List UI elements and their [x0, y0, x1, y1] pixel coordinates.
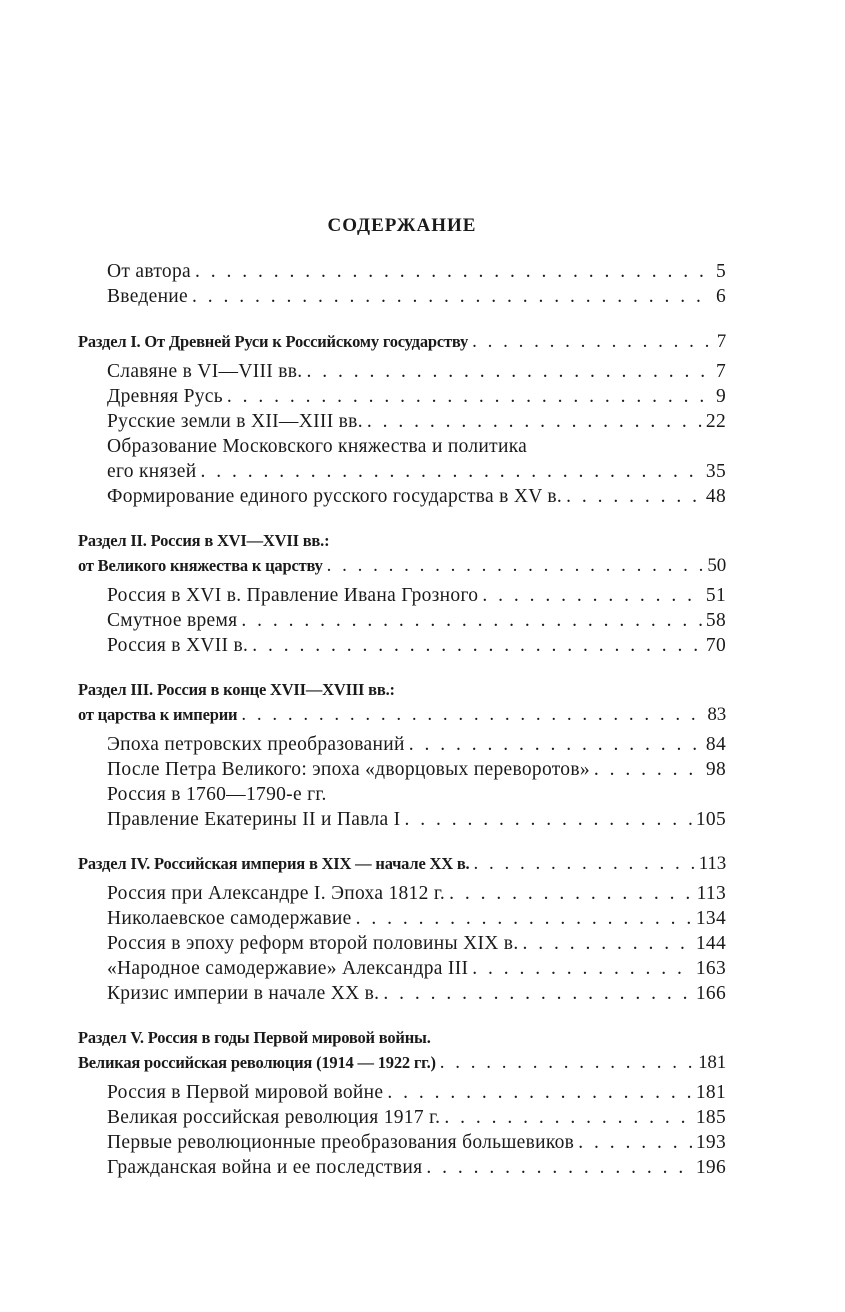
leader-dots	[195, 259, 712, 284]
toc-entry-text: Славяне в VI—VIII вв.	[107, 361, 303, 382]
toc-entry[interactable]	[78, 284, 726, 309]
spacer	[78, 1006, 726, 1025]
toc-entry[interactable]	[78, 807, 726, 832]
page-number: 48	[705, 486, 726, 507]
section-heading-text: от царства к империи	[78, 705, 238, 724]
leader-dots	[241, 702, 703, 727]
section-heading-text: Раздел V. Россия в годы Первой мировой войны.	[78, 1028, 431, 1047]
toc-entry-text: Россия в эпоху реформ второй половины XIX в.	[107, 933, 519, 954]
section-heading	[78, 677, 726, 702]
section-heading-text: Раздел IV. Российская империя в XIX — начале XX в.	[78, 854, 470, 873]
toc-entry[interactable]	[78, 1130, 726, 1155]
leader-dots	[444, 1105, 692, 1130]
toc-entry-text: Кризис империи в начале XX в.	[107, 983, 380, 1004]
section-heading-text: Раздел II. Россия в XVI—XVII вв.:	[78, 531, 330, 550]
section-heading[interactable]	[78, 702, 726, 727]
spacer	[78, 309, 726, 329]
toc-entry	[78, 782, 726, 807]
page-number: 105	[695, 809, 726, 830]
toc-entry-text: Правление Екатерины II и Павла I	[107, 809, 401, 830]
section-heading-text: от Великого княжества к царству	[78, 556, 323, 575]
section-heading[interactable]	[78, 329, 726, 354]
toc-entry[interactable]	[78, 484, 726, 509]
page-number: 134	[695, 908, 726, 929]
section-heading-text: Раздел III. Россия в конце XVII—XVIII вв.:	[78, 680, 395, 699]
toc-entry-text: Введение	[107, 286, 188, 307]
toc-entry[interactable]	[78, 1155, 726, 1180]
spacer	[78, 509, 726, 528]
toc-entry[interactable]	[78, 1105, 726, 1130]
page-number: 51	[705, 585, 726, 606]
toc-entry-text: Россия в 1760—1790-е гг.	[107, 784, 327, 805]
toc-entry-text: Россия в Первой мировой войне	[107, 1082, 384, 1103]
toc-body	[78, 259, 726, 1180]
page-number: 58	[705, 610, 726, 631]
leader-dots	[367, 409, 702, 434]
toc-entry-text: Русские земли в XII—XIII вв.	[107, 411, 363, 432]
toc-entry[interactable]	[78, 259, 726, 284]
toc-entry[interactable]	[78, 359, 726, 384]
toc-entry[interactable]	[78, 931, 726, 956]
toc-entry-text: Николаевское самодержавие	[107, 908, 352, 929]
page-number: 144	[695, 933, 726, 954]
toc-entry-text: «Народное самодержавие» Александра III	[107, 958, 469, 979]
toc-entry-text: После Петра Великого: эпоха «дворцовых переворотов»	[107, 759, 590, 780]
leader-dots	[241, 608, 701, 633]
toc-entry[interactable]	[78, 409, 726, 434]
toc-entry[interactable]	[78, 1080, 726, 1105]
toc-entry-text: Формирование единого русского государства в XV в.	[107, 486, 563, 507]
page-number: 181	[695, 1082, 726, 1103]
leader-dots	[566, 484, 702, 509]
spacer	[78, 832, 726, 851]
toc-entry-text: Эпоха петровских преобразований	[107, 734, 405, 755]
leader-dots	[200, 459, 701, 484]
toc-entry[interactable]	[78, 757, 726, 782]
toc-entry-text: От автора	[107, 261, 191, 282]
toc-entry-text: Великая российская революция 1917 г.	[107, 1107, 441, 1128]
page-number: 7	[716, 331, 726, 352]
page-number: 9	[715, 386, 726, 407]
leader-dots	[426, 1155, 691, 1180]
page-number: 7	[715, 361, 726, 382]
section-heading	[78, 528, 726, 553]
toc-entry[interactable]	[78, 633, 726, 658]
page-number: 163	[695, 958, 726, 979]
toc-entry[interactable]	[78, 906, 726, 931]
page-number: 84	[705, 734, 726, 755]
toc-entry[interactable]	[78, 384, 726, 409]
toc-entry-text: его князей	[107, 461, 197, 482]
leader-dots	[449, 881, 692, 906]
page-number: 83	[707, 704, 726, 725]
page-number: 22	[705, 411, 726, 432]
leader-dots	[404, 807, 691, 832]
page-number: 50	[707, 555, 726, 576]
leader-dots	[472, 329, 713, 354]
toc-entry-text: Гражданская война и ее последствия	[107, 1157, 423, 1178]
page-number: 166	[695, 983, 726, 1004]
toc-entry-text: Первые революционные преобразования большевиков	[107, 1132, 575, 1153]
toc-entry	[78, 434, 726, 459]
section-heading[interactable]	[78, 851, 726, 876]
leader-dots	[383, 981, 692, 1006]
toc-entry[interactable]	[78, 608, 726, 633]
spacer	[78, 658, 726, 677]
section-heading[interactable]	[78, 1050, 726, 1075]
page-number: 181	[698, 1052, 726, 1073]
leader-dots	[409, 732, 702, 757]
section-heading[interactable]	[78, 553, 726, 578]
leader-dots	[306, 359, 711, 384]
leader-dots	[327, 553, 704, 578]
toc-entry[interactable]	[78, 956, 726, 981]
page-number: 185	[695, 1107, 726, 1128]
leader-dots	[192, 284, 712, 309]
leader-dots	[578, 1130, 692, 1155]
leader-dots	[356, 906, 692, 931]
toc-entry-text: Смутное время	[107, 610, 238, 631]
toc-entry[interactable]	[78, 881, 726, 906]
section-heading-text: Раздел I. От Древней Руси к Российскому государству	[78, 332, 469, 351]
toc-entry[interactable]	[78, 459, 726, 484]
toc-entry[interactable]	[78, 583, 726, 608]
page-number: 70	[705, 635, 726, 656]
toc-entry-text: Древняя Русь	[107, 386, 223, 407]
page-number: 5	[715, 261, 726, 282]
page-number: 193	[695, 1132, 726, 1153]
toc-entry-text: Россия при Александре I. Эпоха 1812 г.	[107, 883, 446, 904]
toc-entry-text: Россия в XVI в. Правление Ивана Грозного	[107, 585, 479, 606]
toc-entry-text: Образование Московского княжества и политика	[107, 436, 528, 457]
toc-entry-text: Россия в XVII в.	[107, 635, 249, 656]
leader-dots	[252, 633, 702, 658]
leader-dots	[440, 1050, 694, 1075]
toc-entry[interactable]	[78, 732, 726, 757]
section-heading	[78, 1025, 726, 1050]
leader-dots	[482, 583, 702, 608]
page-number: 98	[705, 759, 726, 780]
leader-dots	[594, 757, 702, 782]
leader-dots	[473, 851, 694, 876]
leader-dots	[227, 384, 712, 409]
section-heading-text: Великая российская революция (1914 — 1922 гг.)	[78, 1053, 436, 1072]
leader-dots	[523, 931, 692, 956]
toc-title: СОДЕРЖАНИЕ	[327, 215, 477, 236]
toc-entry[interactable]	[78, 981, 726, 1006]
page-number: 6	[715, 286, 726, 307]
page-number: 113	[696, 883, 726, 904]
page-number: 35	[705, 461, 726, 482]
page-number: 196	[695, 1157, 726, 1178]
page-number: 113	[698, 853, 726, 874]
leader-dots	[472, 956, 692, 981]
table-of-contents	[78, 212, 726, 1180]
leader-dots	[387, 1080, 691, 1105]
